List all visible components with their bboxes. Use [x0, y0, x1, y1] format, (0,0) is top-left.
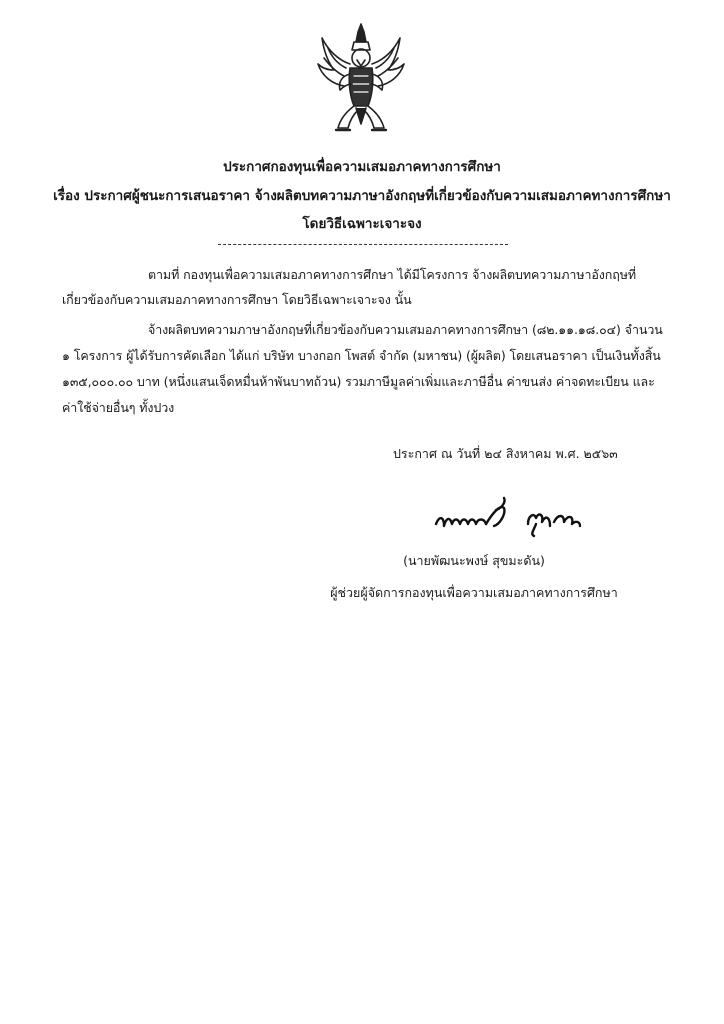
- announcement-date: ประกาศ ณ วันที่ ๒๔ สิงหาคม พ.ศ. ๒๕๖๓: [393, 446, 618, 461]
- handwritten-signature-icon: [430, 494, 586, 544]
- paragraph2-line1: จ้างผลิตบทความภาษาอังกฤษที่เกี่ยวข้องกับความเสมอภาคทางการศึกษา (๘๒.๑๑.๑๘.๐๔) จำนวน: [148, 322, 663, 337]
- announcement-method: โดยวิธีเฉพาะเจาะจง: [302, 216, 422, 232]
- signatory-position: ผู้ช่วยผู้จัดการกองทุนเพื่อความเสมอภาคทางการศึกษา: [330, 585, 618, 600]
- paragraph2-line3: ๑๓๕,๐๐๐.๐๐ บาท (หนึ่งแสนเจ็ดหมื่นห้าพันบาทถ้วน) รวมภาษีมูลค่าเพิ่มและภาษีอื่น ค่าขนส่ง ค่าจดทะเบียน และ: [62, 374, 655, 389]
- signatory-name: (นายพัฒนะพงษ์ สุขมะดัน): [403, 553, 545, 568]
- paragraph1-line1: ตามที่ กองทุนเพื่อความเสมอภาคทางการศึกษา ได้มีโครงการ จ้างผลิตบทความภาษาอังกฤษที่: [148, 267, 637, 282]
- announcement-subject: เรื่อง ประกาศผู้ชนะการเสนอราคา จ้างผลิตบทความภาษาอังกฤษที่เกี่ยวข้องกับความเสมอภาคทางการศึกษา: [53, 188, 671, 204]
- announcement-title: ประกาศกองทุนเพื่อความเสมอภาคทางการศึกษา: [223, 159, 501, 175]
- title-separator: [218, 244, 508, 245]
- paragraph1-line2: เกี่ยวข้องกับความเสมอภาคทางการศึกษา โดยวิธีเฉพาะเจาะจง นั้น: [62, 292, 412, 307]
- garuda-emblem-icon: [314, 20, 408, 138]
- paragraph2-line2: ๑ โครงการ ผู้ได้รับการคัดเลือก ได้แก่ บริษัท บางกอก โพสต์ จำกัด (มหาชน) (ผู้ผลิต) โดยเสนอราคา เป็นเงินทั้งสิ้น: [62, 348, 661, 363]
- paragraph2-line4: ค่าใช้จ่ายอื่นๆ ทั้งปวง: [62, 400, 175, 415]
